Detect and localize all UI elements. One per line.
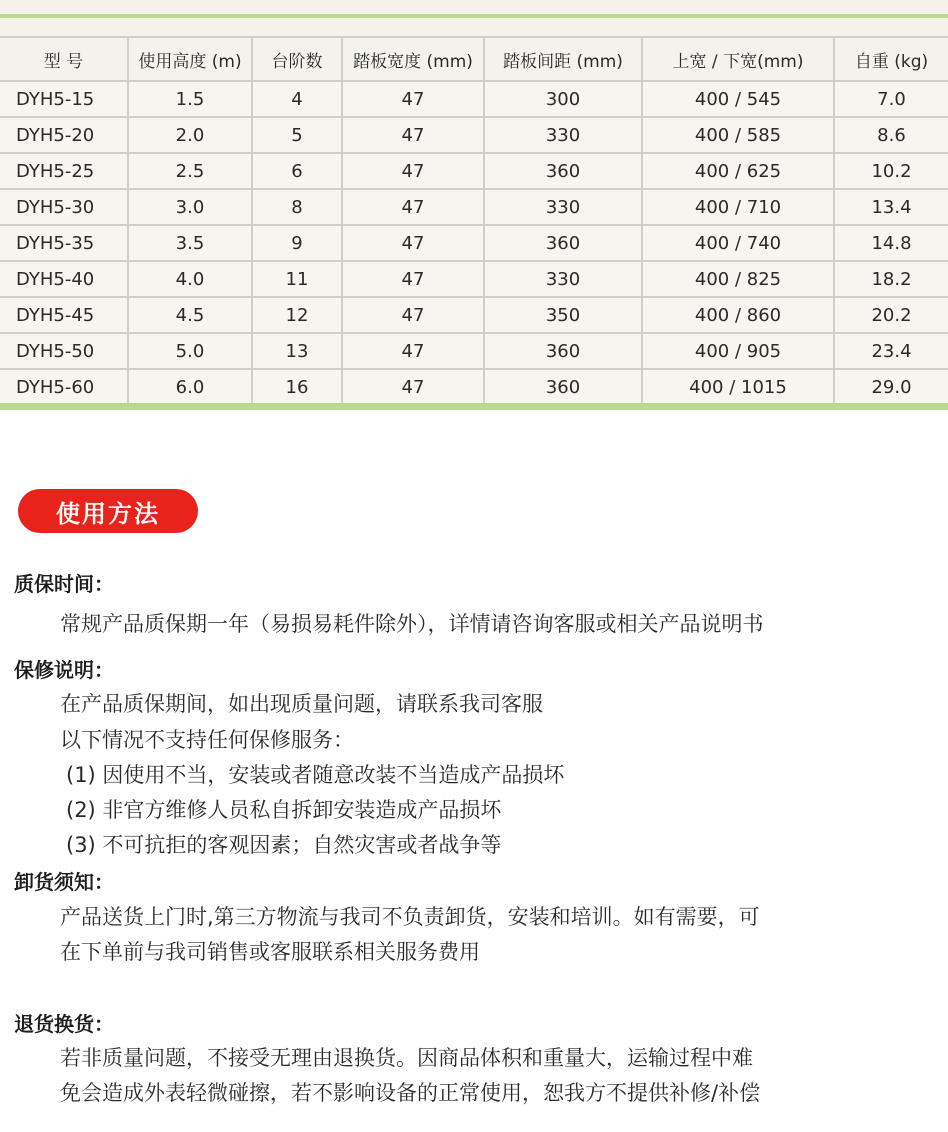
unload-line2: 在下单前与我司销售或客服联系相关服务费用: [60, 940, 480, 964]
bottom-divider: [0, 403, 948, 410]
cell-steps: 11: [252, 261, 342, 297]
cell-widths: 400 / 585: [642, 117, 834, 153]
cell-height: 2.5: [128, 153, 252, 189]
unload-line1: 产品送货上门时,第三方物流与我司不负责卸货，安装和培训。如有需要，可: [60, 905, 760, 929]
cell-widths: 400 / 710: [642, 189, 834, 225]
cell-tread-spacing: 330: [484, 117, 642, 153]
cell-tread-width: 47: [342, 225, 484, 261]
table-row: [0, 333, 948, 369]
section-title-badge: 使用方法: [18, 489, 198, 533]
cell-model: DYH5-25: [0, 153, 128, 189]
cell-height: 5.0: [128, 333, 252, 369]
cell-tread-width: 47: [342, 261, 484, 297]
warranty-heading: 质保时间：: [14, 572, 114, 596]
cell-tread-width: 47: [342, 153, 484, 189]
spec-table: [0, 36, 948, 406]
cell-height: 6.0: [128, 369, 252, 405]
repair-item2: (2) 非官方维修人员私自拆卸安装造成产品损坏: [66, 798, 502, 822]
cell-widths: 400 / 545: [642, 81, 834, 117]
repair-item3: (3) 不可抗拒的客观因素；自然灾害或者战争等: [66, 833, 502, 857]
cell-widths: 400 / 860: [642, 297, 834, 333]
cell-steps: 9: [252, 225, 342, 261]
cell-height: 4.0: [128, 261, 252, 297]
table-row: [0, 81, 948, 117]
cell-tread-spacing: 330: [484, 261, 642, 297]
cell-model: DYH5-20: [0, 117, 128, 153]
cell-weight: 7.0: [834, 81, 948, 117]
table-row: [0, 369, 948, 405]
repair-heading: 保修说明：: [14, 658, 114, 682]
cell-tread-width: 47: [342, 333, 484, 369]
cell-widths: 400 / 740: [642, 225, 834, 261]
top-divider: [0, 14, 948, 18]
cell-model: DYH5-45: [0, 297, 128, 333]
header-weight: 自重 (kg): [834, 37, 948, 81]
cell-tread-spacing: 360: [484, 333, 642, 369]
cell-steps: 5: [252, 117, 342, 153]
cell-model: DYH5-60: [0, 369, 128, 405]
returns-line2: 免会造成外表轻微碰擦，若不影响设备的正常使用，恕我方不提供补修/补偿: [60, 1081, 761, 1105]
cell-tread-spacing: 360: [484, 153, 642, 189]
cell-weight: 8.6: [834, 117, 948, 153]
cell-steps: 12: [252, 297, 342, 333]
cell-model: DYH5-50: [0, 333, 128, 369]
cell-weight: 23.4: [834, 333, 948, 369]
cell-height: 1.5: [128, 81, 252, 117]
table-row: [0, 297, 948, 333]
header-steps: 台阶数: [252, 37, 342, 81]
cell-steps: 13: [252, 333, 342, 369]
cell-widths: 400 / 905: [642, 333, 834, 369]
cell-weight: 13.4: [834, 189, 948, 225]
cell-steps: 8: [252, 189, 342, 225]
cell-widths: 400 / 625: [642, 153, 834, 189]
cell-weight: 10.2: [834, 153, 948, 189]
cell-model: DYH5-30: [0, 189, 128, 225]
cell-widths: 400 / 825: [642, 261, 834, 297]
repair-line1: 在产品质保期间，如出现质量问题，请联系我司客服: [60, 692, 543, 716]
repair-line2: 以下情况不支持任何保修服务：: [60, 728, 354, 752]
cell-height: 2.0: [128, 117, 252, 153]
cell-tread-spacing: 350: [484, 297, 642, 333]
cell-tread-width: 47: [342, 189, 484, 225]
header-height: 使用高度 (m): [128, 37, 252, 81]
cell-height: 3.0: [128, 189, 252, 225]
cell-steps: 6: [252, 153, 342, 189]
cell-steps: 16: [252, 369, 342, 405]
table-row: [0, 153, 948, 189]
cell-weight: 18.2: [834, 261, 948, 297]
returns-heading: 退货换货：: [14, 1012, 114, 1036]
unload-heading: 卸货须知：: [14, 870, 114, 894]
cell-steps: 4: [252, 81, 342, 117]
header-model: 型 号: [0, 37, 128, 81]
header-tread-spacing: 踏板间距 (mm): [484, 37, 642, 81]
repair-item1: (1) 因使用不当，安装或者随意改装不当造成产品损坏: [66, 763, 565, 787]
table-row: [0, 225, 948, 261]
returns-line1: 若非质量问题，不接受无理由退换货。因商品体积和重量大，运输过程中难: [60, 1046, 753, 1070]
cell-height: 4.5: [128, 297, 252, 333]
cell-weight: 20.2: [834, 297, 948, 333]
cell-tread-width: 47: [342, 369, 484, 405]
cell-tread-width: 47: [342, 117, 484, 153]
cell-widths: 400 / 1015: [642, 369, 834, 405]
table-header-row: [0, 37, 948, 81]
warranty-text: 常规产品质保期一年（易损易耗件除外），详情请咨询客服或相关产品说明书: [60, 612, 764, 636]
cell-tread-width: 47: [342, 297, 484, 333]
cell-model: DYH5-40: [0, 261, 128, 297]
table-row: [0, 189, 948, 225]
cell-tread-spacing: 330: [484, 189, 642, 225]
cell-model: DYH5-15: [0, 81, 128, 117]
table-row: [0, 117, 948, 153]
cell-height: 3.5: [128, 225, 252, 261]
cell-tread-spacing: 360: [484, 369, 642, 405]
cell-tread-spacing: 360: [484, 225, 642, 261]
cell-weight: 29.0: [834, 369, 948, 405]
header-tread-width: 踏板宽度 (mm): [342, 37, 484, 81]
cell-weight: 14.8: [834, 225, 948, 261]
cell-model: DYH5-35: [0, 225, 128, 261]
table-row: [0, 261, 948, 297]
header-widths: 上宽 / 下宽(mm): [642, 37, 834, 81]
cell-tread-width: 47: [342, 81, 484, 117]
cell-tread-spacing: 300: [484, 81, 642, 117]
